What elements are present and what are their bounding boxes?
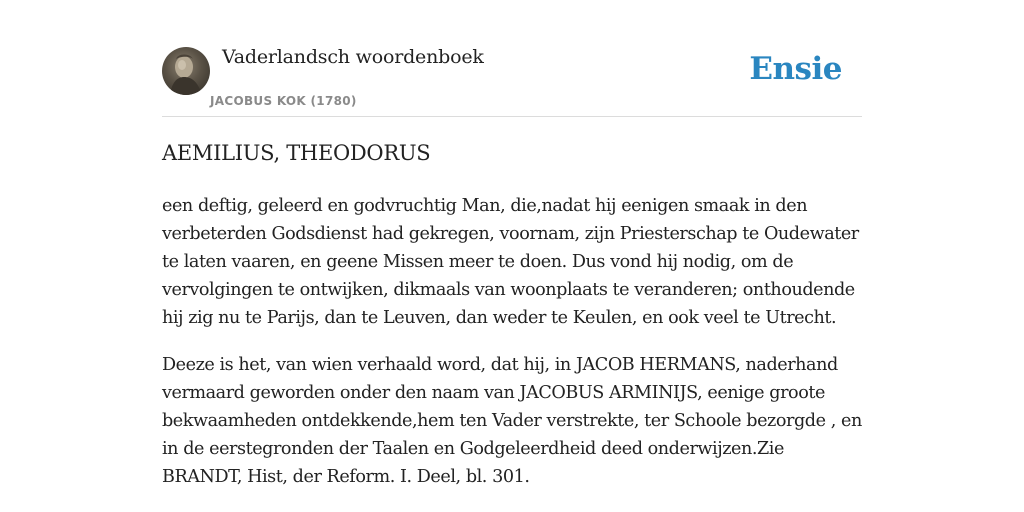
author-portrait-icon <box>162 47 210 95</box>
author-avatar[interactable] <box>162 47 210 95</box>
ensie-logo[interactable]: Ensie <box>749 51 842 87</box>
entry-paragraph: Deeze is het, van wien verhaald word, dat hij, in JACOB HERMANS, naderhand vermaard geworden onder den naam van JACOBUS ARMINIJS, eenige groote bekwaamheden ontdekkende,hem ten Vader verstrekte, ter Schoole bezorgde , en in de eerstegronden der Taalen en Godgeleerdheid deed onderwijzen.Zie BRANDT, Hist, der Reform. I. Deel, bl. 301. <box>162 355 862 487</box>
entry-title: AEMILIUS, THEODORUS <box>162 141 431 165</box>
entry-paragraph: een deftig, geleerd en godvruchtig Man, die,nadat hij eenigen smaak in den verbeterden Godsdienst had gekregen, voornam, zijn Priesterschap te Oudewater te laten vaaren, en geene Missen meer te doen. Dus vond hij nodig, om de vervolgingen te ontwijken, dikmaals van woonplaats te veranderen; onthoudende hij zig nu te Parijs, dan te Leuven, dan weder te Keulen, en ook veel te Utrecht. <box>162 196 859 328</box>
book-title[interactable]: Vaderlandsch woordenboek <box>222 46 484 68</box>
book-author: JACOBUS KOK (1780) <box>210 94 357 108</box>
header <box>162 0 862 117</box>
